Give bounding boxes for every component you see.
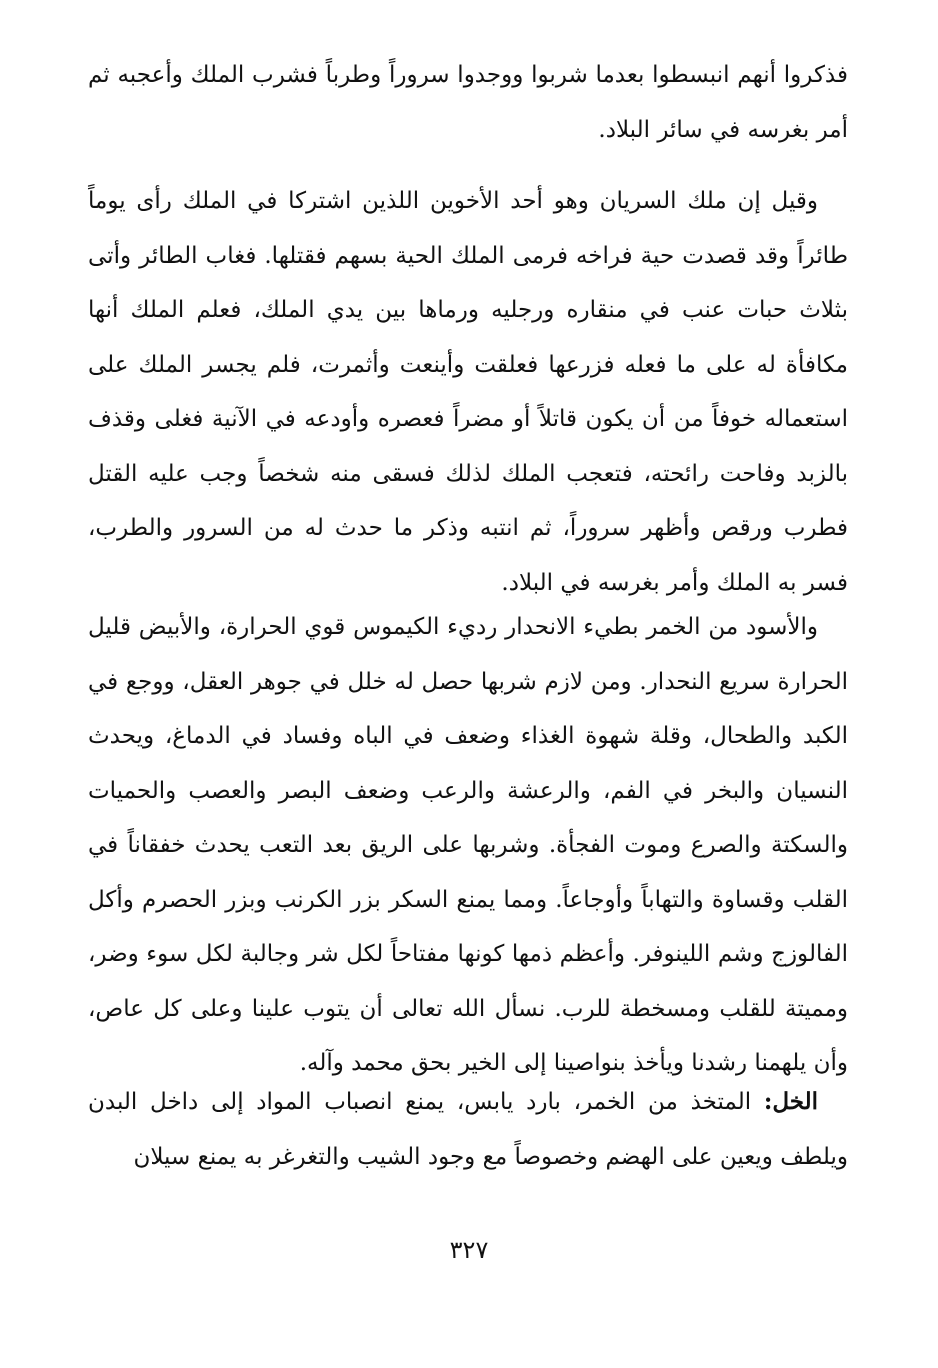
paragraph-4-container — [88, 1075, 848, 1184]
paragraph-3-text: والأسود من الخمر بطيء الانحدار رديء الكيموس قوي الحرارة، والأبيض قليل الحرارة سريع النحدار. ومن لازم شربها حصل له خلل في جوهر العقل، ووجع في الكبد والطحال، وقلة شهوة الغذاء وضعف في الباه وفساد في الدماغ، ويحدث النسيان والبخر في الفم، والرعشة والرعب وضعف البصر والعصب والحميات والسكتة والصرع وموت الفجأة. وشربها على الريق بعد التعب يحدث خفقاناً في القلب وقساوة والتهاباً وأوجاعاً. ومما يمنع السكر بزر الكرنب وبزر الحصرم وأكل الفالوزج وشم اللينوفر. وأعظم ذمها كونها مفتاحاً لكل شر وجالبة لكل سوء وضر، ومميتة للقلب ومسخطة للرب. نسأل الله تعالى أن يتوب علينا وعلى كل عاص، وأن يلهمنا رشدنا ويأخذ بنواصينا إلى الخير بحق محمد وآله. — [88, 614, 848, 1076]
paragraph-4-lead-term: الخل: — [763, 1088, 818, 1115]
paragraph-2 — [88, 174, 848, 610]
paragraph-1 — [88, 48, 848, 157]
paragraph-1-text: فذكروا أنهم انبسطوا بعدما شربوا ووجدوا سروراً وطرباً فشرب الملك وأعجبه ثم أمر بغرسه في سائر البلاد. — [88, 62, 848, 143]
paragraph-4-text: المتخذ من الخمر، بارد يابس، يمنع انصباب المواد إلى داخل البدن ويلطف ويعين على الهضم وخصوصاً مع وجود الشيب والتغرغر به يمنع سيلان — [88, 1089, 848, 1170]
paragraph-3 — [88, 600, 848, 1091]
page-number: ٣٢٧ — [449, 1236, 489, 1264]
paragraph-2-text: وقيل إن ملك السريان وهو أحد الأخوين اللذين اشتركا في الملك رأى يوماً طائراً وقد قصدت حية فراخه فرمى الملك الحية بسهم فقتلها. فغاب الطائر وأتى بثلاث حبات عنب في منقاره ورجليه ورماها بين يدي الملك، فعلم الملك أنها مكافأة له على ما فعله فزرعها فعلقت وأينعت وأثمرت، فلم يجسر الملك على استعماله خوفاً من أن يكون قاتلاً أو مضراً فعصره وأودعه في الآنية فغلى وقذف بالزبد وفاحت رائحته، فتعجب الملك لذلك فسقى منه شخصاً وجب عليه القتل فطرب ورقص وأظهر سروراً، ثم انتبه وذكر ما حدث له من السرور والطرب، فسر به الملك وأمر بغرسه في البلاد. — [88, 188, 848, 596]
paragraph-4 — [88, 1075, 848, 1184]
